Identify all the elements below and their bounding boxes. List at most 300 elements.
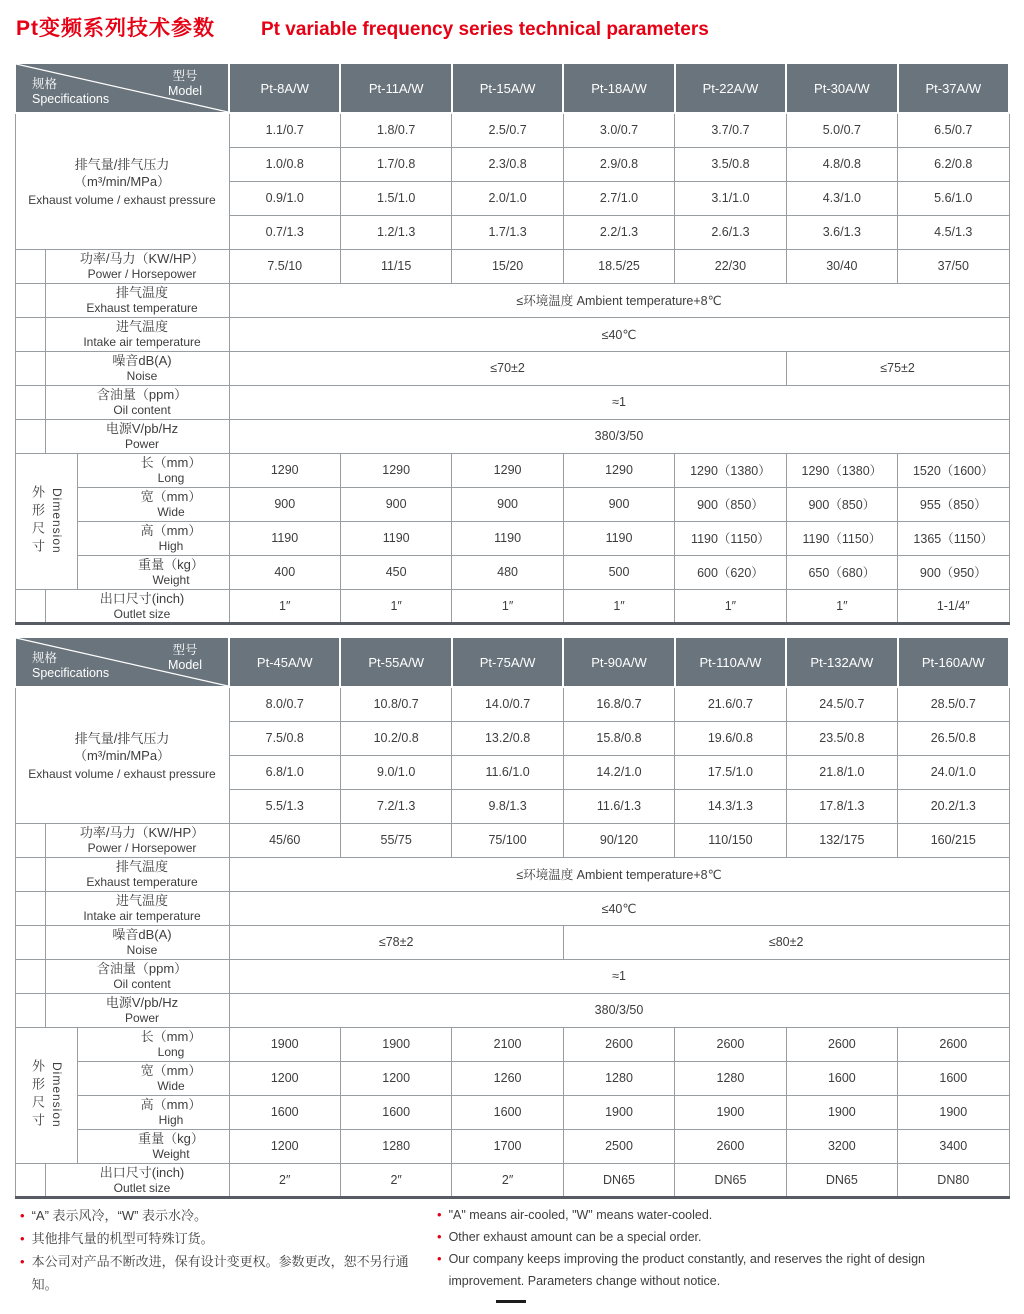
table-row <box>15 687 1009 721</box>
value-cell: 17.8/1.3 <box>786 789 897 823</box>
label-zh: 重量（kg） <box>138 1131 204 1146</box>
footnote-text: Other exhaust amount can be a special order. <box>448 1230 702 1244</box>
spec-en: Specifications <box>32 92 110 106</box>
value-cell: 1190 <box>229 521 340 555</box>
value-cell: 2600 <box>563 1027 674 1061</box>
label-zh: 含油量（ppm） <box>96 387 188 402</box>
dimension-group-label <box>15 453 77 589</box>
value-cell: 1600 <box>340 1095 451 1129</box>
value-cell: 1200 <box>229 1061 340 1095</box>
label-spacer <box>15 1163 45 1197</box>
value-cell: 10.2/0.8 <box>340 721 451 755</box>
table-row <box>15 1095 1009 1129</box>
value-cell: 2.3/0.8 <box>452 147 563 181</box>
value-cell: 11.6/1.0 <box>452 755 563 789</box>
model-header: Pt-45A/W <box>229 637 340 687</box>
value-cell: 24.5/0.7 <box>786 687 897 721</box>
label-en: Wide <box>157 505 185 519</box>
table-row <box>15 959 1009 993</box>
label-zh: 外形尺寸 <box>30 1059 45 1131</box>
row-label-high <box>77 1095 229 1129</box>
value-cell: 500 <box>563 555 674 589</box>
value-cell: 7.5/0.8 <box>229 721 340 755</box>
row-label-exhaust-volume <box>15 687 229 823</box>
table-row <box>15 555 1009 589</box>
value-cell: 1″ <box>229 589 340 623</box>
value-cell: 900 <box>229 487 340 521</box>
value-cell-span: ≤70±2 <box>229 351 786 385</box>
value-cell: 2″ <box>452 1163 563 1197</box>
value-cell: 900（950） <box>898 555 1009 589</box>
label-en: Power <box>125 1011 160 1025</box>
row-label-oil-content <box>45 959 229 993</box>
value-cell: 1290（1380） <box>675 453 786 487</box>
value-cell-span: ≤75±2 <box>786 351 1009 385</box>
value-cell: 1700 <box>452 1129 563 1163</box>
value-cell-span: ≈1 <box>229 959 1009 993</box>
value-cell: 900（850） <box>786 487 897 521</box>
footnote-text: 其他排气量的机型可特殊订货。 <box>31 1231 214 1246</box>
value-cell: 1600 <box>786 1061 897 1095</box>
model-header: Pt-75A/W <box>452 637 563 687</box>
value-cell-span: ≤78±2 <box>229 925 563 959</box>
footnote-en-1 <box>437 1204 1012 1226</box>
model-header-row <box>15 63 1009 113</box>
bullet-icon: • <box>437 1229 442 1244</box>
value-cell: 15.8/0.8 <box>563 721 674 755</box>
row-label-high <box>77 521 229 555</box>
row-label-power-supply <box>45 993 229 1027</box>
value-cell: 5.6/1.0 <box>898 181 1009 215</box>
label-en: Exhaust volume / exhaust pressure <box>28 766 216 781</box>
label-zh: 出口尺寸(inch) <box>99 1164 185 1180</box>
value-cell: 3.1/1.0 <box>675 181 786 215</box>
table-row <box>15 521 1009 555</box>
value-cell: 1.7/1.3 <box>452 215 563 249</box>
model-header: Pt-37A/W <box>898 63 1009 113</box>
label-unit: （m³/min/MPa） <box>73 747 171 763</box>
model-header: Pt-55A/W <box>340 637 451 687</box>
footnote-text: Our company keeps improving the product constantly, and reserves the right of design improvement. Parameters change without notice. <box>448 1252 925 1288</box>
value-cell: 3.0/0.7 <box>563 113 674 147</box>
value-cell: 90/120 <box>563 823 674 857</box>
value-cell: 2600 <box>898 1027 1009 1061</box>
value-cell: 7.5/10 <box>229 249 340 283</box>
label-en: Oil content <box>113 403 171 417</box>
label-zh: 排气量/排气压力 <box>74 730 170 746</box>
row-label-exhaust-temperature <box>45 857 229 891</box>
value-cell-span: 380/3/50 <box>229 419 1009 453</box>
table-row <box>15 1061 1009 1095</box>
table-row <box>15 249 1009 283</box>
footnote-text: "A" means air-cooled, "W" means water-cooled. <box>448 1208 713 1222</box>
label-zh: 电源V/pb/Hz <box>105 995 179 1010</box>
value-cell: 3400 <box>898 1129 1009 1163</box>
label-zh: 排气量/排气压力 <box>74 156 170 172</box>
model-header: Pt-132A/W <box>786 637 897 687</box>
label-spacer <box>15 857 45 891</box>
model-zh: 型号 <box>172 69 198 83</box>
model-zh: 型号 <box>172 643 198 657</box>
table-row <box>15 891 1009 925</box>
dimension-label-wrap <box>16 1059 77 1131</box>
page-mark <box>496 1300 526 1303</box>
label-en: Long <box>157 1045 185 1059</box>
label-en: Noise <box>126 943 158 957</box>
footnotes-chinese <box>20 1204 425 1296</box>
value-cell: 1-1/4″ <box>898 589 1009 623</box>
value-cell: 14.2/1.0 <box>563 755 674 789</box>
label-en: High <box>158 539 184 553</box>
footnotes-english <box>437 1204 1012 1292</box>
value-cell: 650（680） <box>786 555 897 589</box>
value-cell: 3.7/0.7 <box>675 113 786 147</box>
label-en: Exhaust volume / exhaust pressure <box>28 192 216 207</box>
label-en: Noise <box>126 369 158 383</box>
label-spacer <box>15 589 45 623</box>
value-cell: 17.5/1.0 <box>675 755 786 789</box>
value-cell: 14.0/0.7 <box>452 687 563 721</box>
row-label-power-horsepower <box>45 249 229 283</box>
value-cell: 24.0/1.0 <box>898 755 1009 789</box>
value-cell: 1.1/0.7 <box>229 113 340 147</box>
value-cell: 400 <box>229 555 340 589</box>
row-label-wide <box>77 487 229 521</box>
label-zh: 噪音dB(A) <box>112 927 172 942</box>
spec-zh: 规格 <box>32 77 58 91</box>
label-zh: 进气温度 <box>116 319 169 334</box>
value-cell: 11.6/1.3 <box>563 789 674 823</box>
label-zh: 含油量（ppm） <box>96 961 188 976</box>
value-cell: 18.5/25 <box>563 249 674 283</box>
value-cell: DN65 <box>675 1163 786 1197</box>
label-en: Dimension <box>50 488 64 554</box>
row-label-exhaust-volume <box>15 113 229 249</box>
value-cell: 3.5/0.8 <box>675 147 786 181</box>
label-zh: 宽（mm） <box>140 489 202 504</box>
value-cell: 37/50 <box>898 249 1009 283</box>
label-unit: （m³/min/MPa） <box>73 173 171 189</box>
label-zh: 长（mm） <box>140 455 202 470</box>
row-label-weight <box>77 555 229 589</box>
value-cell-span: ≤40℃ <box>229 891 1009 925</box>
value-cell: 1190 <box>563 521 674 555</box>
value-cell: 1520（1600） <box>898 453 1009 487</box>
label-spacer <box>15 249 45 283</box>
row-label-wide <box>77 1061 229 1095</box>
value-cell-span: ≤环境温度 Ambient temperature+8℃ <box>229 857 1009 891</box>
page-title-zh: Pt变频系列技术参数 <box>16 17 215 40</box>
value-cell: 1280 <box>675 1061 786 1095</box>
row-label-exhaust-temperature <box>45 283 229 317</box>
footnote-text: “A” 表示风冷，“W” 表示水冷。 <box>31 1208 208 1223</box>
table-row <box>15 1027 1009 1061</box>
spec-table-2 <box>14 636 1010 1199</box>
value-cell: 450 <box>340 555 451 589</box>
value-cell: 2600 <box>786 1027 897 1061</box>
value-cell: 1600 <box>898 1061 1009 1095</box>
label-en: Intake air temperature <box>83 335 201 349</box>
value-cell: 75/100 <box>452 823 563 857</box>
label-en: Power <box>125 437 160 451</box>
value-cell: DN65 <box>786 1163 897 1197</box>
value-cell: 4.5/1.3 <box>898 215 1009 249</box>
label-spacer <box>15 283 45 317</box>
value-cell: 5.5/1.3 <box>229 789 340 823</box>
row-label-intake-temperature <box>45 317 229 351</box>
table-row <box>15 385 1009 419</box>
value-cell: 21.6/0.7 <box>675 687 786 721</box>
model-header: Pt-8A/W <box>229 63 340 113</box>
value-cell: 600（620） <box>675 555 786 589</box>
value-cell: 20.2/1.3 <box>898 789 1009 823</box>
label-en: Weight <box>152 573 190 587</box>
value-cell: 110/150 <box>675 823 786 857</box>
bullet-icon: • <box>20 1208 25 1223</box>
value-cell: 4.8/0.8 <box>786 147 897 181</box>
value-cell: 26.5/0.8 <box>898 721 1009 755</box>
row-label-oil-content <box>45 385 229 419</box>
value-cell: 1290 <box>452 453 563 487</box>
row-label-power-supply <box>45 419 229 453</box>
model-header: Pt-15A/W <box>452 63 563 113</box>
model-corner-label <box>168 69 202 99</box>
label-spacer <box>15 925 45 959</box>
label-en: Intake air temperature <box>83 909 201 923</box>
value-cell: 2.2/1.3 <box>563 215 674 249</box>
row-label-outlet-size <box>45 589 229 623</box>
model-header-row <box>15 637 1009 687</box>
label-en: Oil content <box>113 977 171 991</box>
bullet-icon: • <box>437 1251 442 1266</box>
value-cell: 1260 <box>452 1061 563 1095</box>
value-cell: 16.8/0.7 <box>563 687 674 721</box>
value-cell: 8.0/0.7 <box>229 687 340 721</box>
page-title-en: Pt variable frequency series technical parameters <box>261 19 709 40</box>
value-cell: 0.9/1.0 <box>229 181 340 215</box>
value-cell: 900 <box>563 487 674 521</box>
label-en: High <box>158 1113 184 1127</box>
value-cell: 2″ <box>340 1163 451 1197</box>
label-spacer <box>15 351 45 385</box>
value-cell: 1290（1380） <box>786 453 897 487</box>
table-row <box>15 857 1009 891</box>
label-en: Long <box>157 471 185 485</box>
value-cell-span: ≤80±2 <box>563 925 1009 959</box>
value-cell: 1″ <box>452 589 563 623</box>
model-header: Pt-110A/W <box>675 637 786 687</box>
value-cell: 10.8/0.7 <box>340 687 451 721</box>
value-cell: 22/30 <box>675 249 786 283</box>
label-zh: 出口尺寸(inch) <box>99 590 185 606</box>
value-cell: 4.3/1.0 <box>786 181 897 215</box>
value-cell: 2.0/1.0 <box>452 181 563 215</box>
table-row <box>15 351 1009 385</box>
value-cell: DN80 <box>898 1163 1009 1197</box>
value-cell: 2.6/1.3 <box>675 215 786 249</box>
spec-zh: 规格 <box>32 651 58 665</box>
label-zh: 功率/马力（KW/HP） <box>79 825 205 840</box>
table-row <box>15 925 1009 959</box>
value-cell: 132/175 <box>786 823 897 857</box>
value-cell: 21.8/1.0 <box>786 755 897 789</box>
label-zh: 宽（mm） <box>140 1063 202 1078</box>
value-cell: 1″ <box>786 589 897 623</box>
table-row <box>15 283 1009 317</box>
label-en: Power / Horsepower <box>87 841 197 855</box>
value-cell: 30/40 <box>786 249 897 283</box>
model-header: Pt-160A/W <box>898 637 1009 687</box>
row-label-noise <box>45 925 229 959</box>
value-cell: 2500 <box>563 1129 674 1163</box>
model-header: Pt-22A/W <box>675 63 786 113</box>
value-cell: 1600 <box>229 1095 340 1129</box>
value-cell: 160/215 <box>898 823 1009 857</box>
label-zh: 功率/马力（KW/HP） <box>79 251 205 266</box>
label-spacer <box>15 823 45 857</box>
model-en: Model <box>167 658 203 672</box>
value-cell: 1.8/0.7 <box>340 113 451 147</box>
footnote-text: 本公司对产品不断改进，保有设计变更权。参数更改，恕不另行通知。 <box>31 1254 409 1292</box>
value-cell: 1900 <box>898 1095 1009 1129</box>
value-cell: 1.0/0.8 <box>229 147 340 181</box>
value-cell: 11/15 <box>340 249 451 283</box>
table-row <box>15 993 1009 1027</box>
value-cell: 2″ <box>229 1163 340 1197</box>
label-zh: 电源V/pb/Hz <box>105 421 179 436</box>
model-corner-label <box>168 643 202 673</box>
spec-en: Specifications <box>32 666 110 680</box>
table-row <box>15 1129 1009 1163</box>
value-cell: 900 <box>452 487 563 521</box>
corner-cell <box>15 63 229 113</box>
value-cell: 1365（1150） <box>898 521 1009 555</box>
value-cell: 2100 <box>452 1027 563 1061</box>
value-cell: 23.5/0.8 <box>786 721 897 755</box>
model-en: Model <box>167 84 203 98</box>
corner-cell <box>15 637 229 687</box>
label-spacer <box>15 385 45 419</box>
label-zh: 排气温度 <box>116 285 169 300</box>
dimension-label-wrap <box>16 485 77 557</box>
label-en: Dimension <box>50 1062 64 1128</box>
value-cell: 1″ <box>340 589 451 623</box>
value-cell: 2.9/0.8 <box>563 147 674 181</box>
value-cell: 1190 <box>452 521 563 555</box>
model-header: Pt-11A/W <box>340 63 451 113</box>
footnote-en-2 <box>437 1226 1012 1248</box>
value-cell: 1280 <box>340 1129 451 1163</box>
page-title <box>16 12 709 42</box>
bullet-icon: • <box>437 1207 442 1222</box>
spec-corner-label <box>32 77 109 107</box>
value-cell-span: 380/3/50 <box>229 993 1009 1027</box>
value-cell: 2600 <box>675 1027 786 1061</box>
table-row <box>15 453 1009 487</box>
footnote-zh-1 <box>20 1204 425 1227</box>
value-cell: 1″ <box>675 589 786 623</box>
value-cell-span: ≤40℃ <box>229 317 1009 351</box>
model-header: Pt-90A/W <box>563 637 674 687</box>
value-cell: 1190（1150） <box>675 521 786 555</box>
table-row <box>15 589 1009 623</box>
value-cell: 1200 <box>340 1061 451 1095</box>
value-cell: DN65 <box>563 1163 674 1197</box>
value-cell: 13.2/0.8 <box>452 721 563 755</box>
value-cell: 19.6/0.8 <box>675 721 786 755</box>
value-cell: 1190 <box>340 521 451 555</box>
value-cell: 1190（1150） <box>786 521 897 555</box>
value-cell: 2600 <box>675 1129 786 1163</box>
value-cell: 1280 <box>563 1061 674 1095</box>
label-zh: 进气温度 <box>116 893 169 908</box>
label-zh: 高（mm） <box>140 1097 202 1112</box>
value-cell-span: ≈1 <box>229 385 1009 419</box>
row-label-outlet-size <box>45 1163 229 1197</box>
value-cell: 45/60 <box>229 823 340 857</box>
value-cell: 1290 <box>229 453 340 487</box>
value-cell: 2.7/1.0 <box>563 181 674 215</box>
value-cell: 1600 <box>452 1095 563 1129</box>
label-en: Power / Horsepower <box>87 267 197 281</box>
table-row <box>15 487 1009 521</box>
label-spacer <box>15 891 45 925</box>
value-cell: 9.0/1.0 <box>340 755 451 789</box>
value-cell: 900（850） <box>675 487 786 521</box>
footnote-zh-3 <box>20 1250 425 1296</box>
label-en: Outlet size <box>113 1180 171 1195</box>
value-cell: 2.5/0.7 <box>452 113 563 147</box>
label-zh: 重量（kg） <box>138 557 204 572</box>
value-cell: 1.5/1.0 <box>340 181 451 215</box>
value-cell: 1290 <box>340 453 451 487</box>
value-cell: 1900 <box>786 1095 897 1129</box>
row-label-noise <box>45 351 229 385</box>
value-cell: 7.2/1.3 <box>340 789 451 823</box>
footnote-zh-2 <box>20 1227 425 1250</box>
row-label-power-horsepower <box>45 823 229 857</box>
value-cell-span: ≤环境温度 Ambient temperature+8℃ <box>229 283 1009 317</box>
label-en: Exhaust temperature <box>86 875 198 889</box>
row-label-long <box>77 1027 229 1061</box>
value-cell: 28.5/0.7 <box>898 687 1009 721</box>
spec-table-1 <box>14 62 1010 625</box>
value-cell: 6.8/1.0 <box>229 755 340 789</box>
value-cell: 3.6/1.3 <box>786 215 897 249</box>
table-row <box>15 1163 1009 1197</box>
spec-corner-label <box>32 651 109 681</box>
row-label-weight <box>77 1129 229 1163</box>
footnote-en-3 <box>437 1248 1012 1292</box>
table-row <box>15 419 1009 453</box>
row-label-long <box>77 453 229 487</box>
label-en: Exhaust temperature <box>86 301 198 315</box>
value-cell: 55/75 <box>340 823 451 857</box>
label-en: Wide <box>157 1079 185 1093</box>
value-cell: 14.3/1.3 <box>675 789 786 823</box>
value-cell: 1200 <box>229 1129 340 1163</box>
value-cell: 0.7/1.3 <box>229 215 340 249</box>
label-zh: 长（mm） <box>140 1029 202 1044</box>
value-cell: 9.8/1.3 <box>452 789 563 823</box>
value-cell: 3200 <box>786 1129 897 1163</box>
value-cell: 1.2/1.3 <box>340 215 451 249</box>
value-cell: 955（850） <box>898 487 1009 521</box>
table-row <box>15 113 1009 147</box>
value-cell: 1290 <box>563 453 674 487</box>
bullet-icon: • <box>20 1231 25 1246</box>
value-cell: 1900 <box>563 1095 674 1129</box>
